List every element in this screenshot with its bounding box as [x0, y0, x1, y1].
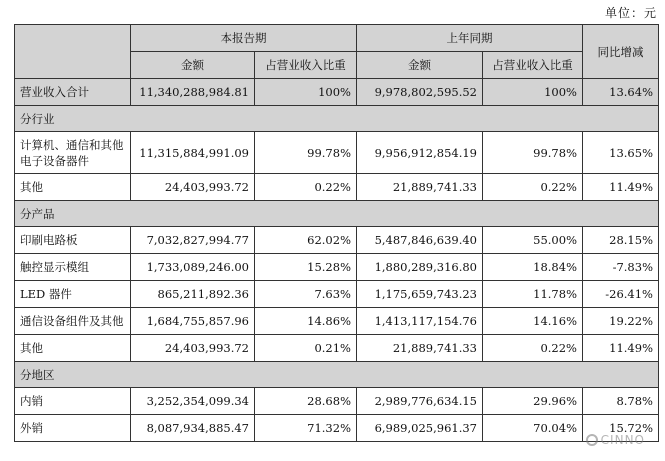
- cell-prior-amount: 6,989,025,961.37: [357, 415, 483, 442]
- cell-prior-share: 55.00%: [483, 227, 583, 254]
- table-row: [15, 227, 659, 254]
- row-label: LED 器件: [15, 281, 131, 308]
- cell-prior-share: 70.04%: [483, 415, 583, 442]
- cell-prior-share: 99.78%: [483, 132, 583, 174]
- cell-yoy: 11.49%: [583, 174, 659, 201]
- cell-cur-amount: 1,733,089,246.00: [131, 254, 255, 281]
- total-cur-amount: 11,340,288,984.81: [131, 79, 255, 106]
- table-row: [15, 281, 659, 308]
- row-label: 触控显示模组: [15, 254, 131, 281]
- cell-cur-amount: 3,252,354,099.34: [131, 388, 255, 415]
- cell-prior-share: 29.96%: [483, 388, 583, 415]
- cell-cur-share: 99.78%: [255, 132, 357, 174]
- cell-prior-amount: 21,889,741.33: [357, 335, 483, 362]
- row-label: 外销: [15, 415, 131, 442]
- header-prior-amount: 金额: [357, 52, 483, 79]
- cell-cur-share: 0.21%: [255, 335, 357, 362]
- cell-prior-share: 0.22%: [483, 335, 583, 362]
- total-yoy: 13.64%: [583, 79, 659, 106]
- cell-cur-share: 71.32%: [255, 415, 357, 442]
- cell-cur-amount: 865,211,892.36: [131, 281, 255, 308]
- cell-prior-amount: 21,889,741.33: [357, 174, 483, 201]
- cell-cur-share: 0.22%: [255, 174, 357, 201]
- cell-yoy: -7.83%: [583, 254, 659, 281]
- cell-cur-amount: 8,087,934,885.47: [131, 415, 255, 442]
- header-cur-amount: 金额: [131, 52, 255, 79]
- revenue-table: [14, 24, 659, 442]
- cell-prior-amount: 1,880,289,316.80: [357, 254, 483, 281]
- cell-prior-amount: 1,175,659,743.23: [357, 281, 483, 308]
- section-header-row: [15, 362, 659, 388]
- cell-yoy: 8.78%: [583, 388, 659, 415]
- cell-cur-amount: 11,315,884,991.09: [131, 132, 255, 174]
- table-row: [15, 415, 659, 442]
- header-cur-share: 占营业收入比重: [255, 52, 357, 79]
- section-header-row: [15, 201, 659, 227]
- cell-yoy: 28.15%: [583, 227, 659, 254]
- cell-prior-share: 18.84%: [483, 254, 583, 281]
- table-row: [15, 132, 659, 174]
- watermark: [586, 433, 645, 447]
- cell-cur-amount: 1,684,755,857.96: [131, 308, 255, 335]
- cell-prior-amount: 9,956,912,854.19: [357, 132, 483, 174]
- cell-prior-amount: 1,413,117,154.76: [357, 308, 483, 335]
- cell-yoy: 13.65%: [583, 132, 659, 174]
- header-blank: [15, 25, 131, 79]
- cell-prior-amount: 5,487,846,639.40: [357, 227, 483, 254]
- row-label: 印刷电路板: [15, 227, 131, 254]
- table-row: [15, 308, 659, 335]
- section-header-row: [15, 106, 659, 132]
- cell-yoy: -26.41%: [583, 281, 659, 308]
- cell-prior-share: 11.78%: [483, 281, 583, 308]
- cell-cur-amount: 24,403,993.72: [131, 335, 255, 362]
- total-row: [15, 79, 659, 106]
- cell-prior-amount: 2,989,776,634.15: [357, 388, 483, 415]
- row-label: 通信设备组件及其他: [15, 308, 131, 335]
- total-cur-share: 100%: [255, 79, 357, 106]
- cell-prior-share: 0.22%: [483, 174, 583, 201]
- section-title: 分产品: [15, 201, 659, 227]
- total-prior-share: 100%: [483, 79, 583, 106]
- cell-cur-share: 62.02%: [255, 227, 357, 254]
- watermark-text: CINNO: [600, 433, 645, 447]
- header-yoy: 同比增减: [583, 25, 659, 79]
- row-label: 其他: [15, 174, 131, 201]
- row-label: 计算机、通信和其他电子设备器件: [15, 132, 131, 174]
- cell-prior-share: 14.16%: [483, 308, 583, 335]
- header-prior-period: 上年同期: [357, 25, 583, 52]
- table-row: [15, 254, 659, 281]
- cell-yoy: 19.22%: [583, 308, 659, 335]
- cell-cur-share: 28.68%: [255, 388, 357, 415]
- table-row: [15, 335, 659, 362]
- total-label: 营业收入合计: [15, 79, 131, 106]
- watermark-logo-icon: [586, 434, 598, 446]
- row-label: 内销: [15, 388, 131, 415]
- table-row: [15, 388, 659, 415]
- cell-yoy: 15.72%: [583, 415, 659, 442]
- section-title: 分地区: [15, 362, 659, 388]
- cell-cur-share: 15.28%: [255, 254, 357, 281]
- unit-note: 单位：元: [604, 6, 657, 20]
- cell-yoy: 11.49%: [583, 335, 659, 362]
- table-row: [15, 174, 659, 201]
- cell-cur-amount: 7,032,827,994.77: [131, 227, 255, 254]
- header-prior-share: 占营业收入比重: [483, 52, 583, 79]
- cell-cur-amount: 24,403,993.72: [131, 174, 255, 201]
- header-current-period: 本报告期: [131, 25, 357, 52]
- cell-cur-share: 14.86%: [255, 308, 357, 335]
- cell-cur-share: 7.63%: [255, 281, 357, 308]
- total-prior-amount: 9,978,802,595.52: [357, 79, 483, 106]
- section-title: 分行业: [15, 106, 659, 132]
- row-label: 其他: [15, 335, 131, 362]
